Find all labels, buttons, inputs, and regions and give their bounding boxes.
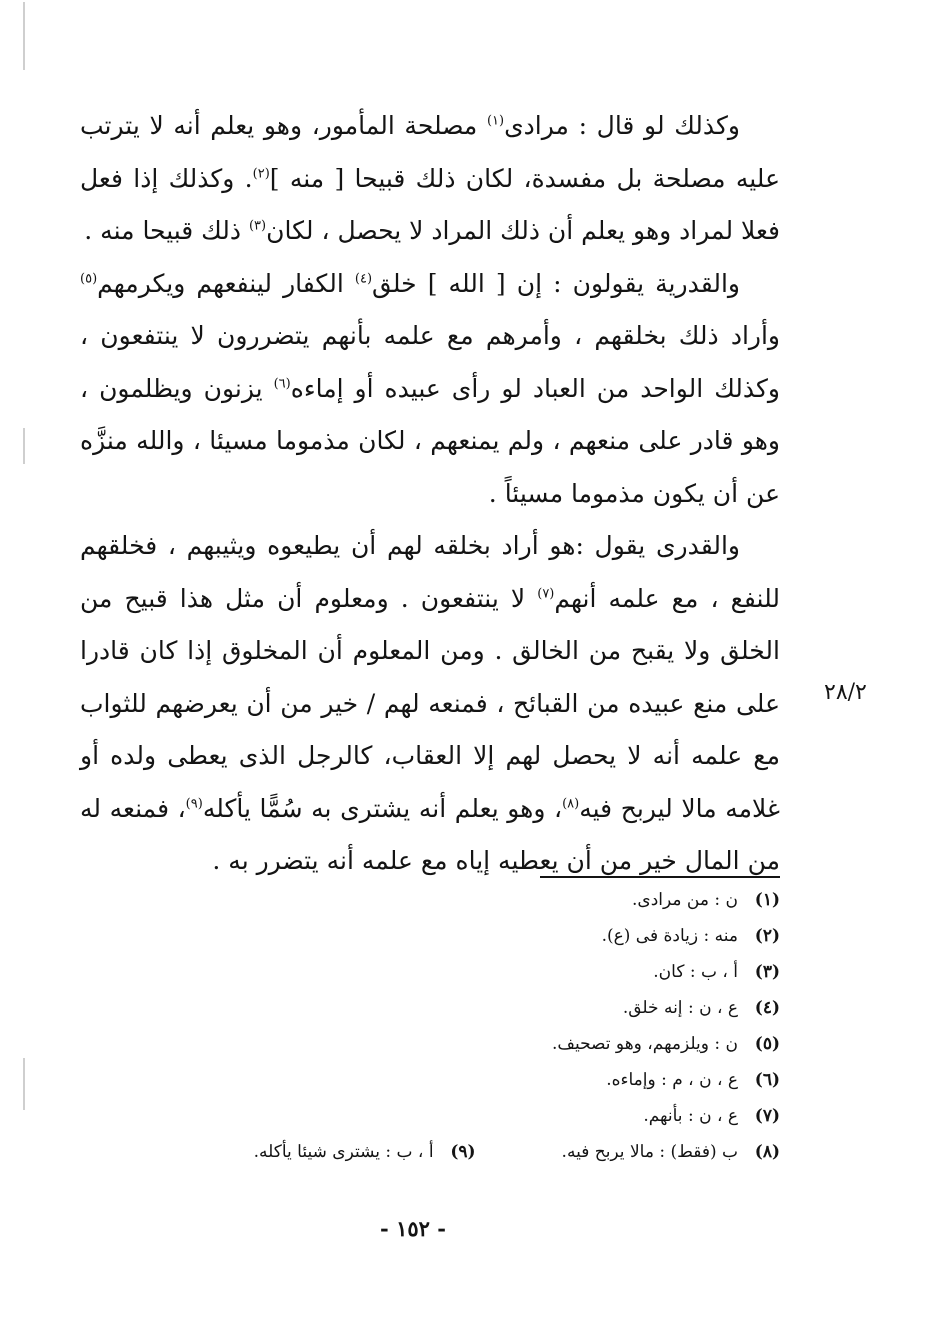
text-run: والقدرية يقولون : إن [ الله ] خلق — [372, 268, 740, 298]
footnote-text: ب (فقط) : مالا يربح فيه. — [561, 1142, 738, 1162]
footnote — [643, 1098, 780, 1134]
footnote-marker: (٥) — [80, 271, 98, 287]
footnote-marker: (٦) — [273, 376, 291, 392]
footnote-number: (٣) — [754, 962, 780, 982]
footnote — [623, 990, 780, 1026]
footnote — [552, 1026, 780, 1062]
footnote-row — [80, 954, 780, 990]
text-run: . وكذلك إذا فعل فعلا لمراد وهو يعلم أن ذلك المراد لا يحصل ، لكان — [80, 163, 780, 245]
footnote-text: ع ، ن ، م : وإماءه. — [606, 1070, 738, 1090]
footnote-marker: (٨) — [562, 796, 580, 812]
footnote-row — [80, 1098, 780, 1134]
footnote — [254, 1134, 476, 1170]
footnote-marker: (٣) — [248, 218, 267, 234]
footnote-text: أ ، ب : كان. — [653, 962, 738, 982]
text-run: وكذلك لو قال : مرادى — [504, 111, 740, 140]
footnote-text: ع ، ن : بأنهم. — [643, 1106, 738, 1126]
text-run: الكفار لينفعهم ويكرمهم — [97, 268, 355, 298]
main-text — [80, 100, 780, 888]
footnote-row — [80, 1134, 780, 1170]
paragraph — [80, 258, 780, 521]
footnote-marker: (٤) — [354, 271, 373, 287]
text-run: يزنون ويظلمون ، وهو قادر على منعهم ، ولم يمنعهم ، لكان مذموما مسيئا ، والله منزَّه عن أن يكون مذموما مسيئاً . — [80, 373, 780, 508]
text-run: ، فمنعه له من المال خير من أن يعطيه إياه مع علمه أنه يتضرر به . — [80, 793, 780, 875]
footnotes — [80, 882, 780, 1170]
paragraph — [80, 100, 780, 258]
footnote-row — [80, 882, 780, 918]
footnote-row — [80, 990, 780, 1026]
text-run: ، وهو يعلم أنه يشترى به سُمًّا يأكله — [202, 793, 563, 823]
footnote-marker: (٧) — [537, 586, 555, 602]
footnote — [632, 882, 780, 918]
footnote-row — [80, 918, 780, 954]
footnote-number: (٢) — [754, 926, 780, 946]
page-edge-mark-middle — [23, 428, 25, 464]
footnote-text: ع ، ن : إنه خلق. — [622, 998, 738, 1018]
page-number: - ١٥٢ - — [380, 1216, 446, 1241]
footnote — [562, 1134, 780, 1170]
page-edge-mark-top — [23, 2, 25, 70]
footnote-text: ن : من مرادى. — [632, 890, 738, 910]
footnote — [606, 1062, 780, 1098]
footnote-number: (٨) — [754, 1142, 780, 1162]
footnote-marker: (٢) — [252, 166, 270, 182]
footnote-number: (٦) — [754, 1070, 780, 1090]
footnote — [602, 918, 780, 954]
footnote-row — [80, 1062, 780, 1098]
margin-page-reference: ٢٨/٢ — [824, 680, 867, 705]
footnote-number: (٩) — [450, 1142, 476, 1162]
text-run: وأراد ذلك بخلقهم ، وأمرهم مع علمه بأنهم يتضررون لا ينتفعون ، وكذلك الواحد من العباد لو رأى عبيده أو إماءه — [80, 321, 781, 403]
footnote-text: أ ، ب : يشترى شيئا يأكله. — [253, 1142, 434, 1162]
footnote-marker: (٩) — [185, 796, 203, 812]
footnote-number: (١) — [754, 890, 780, 910]
page-edge-mark-bottom — [23, 1058, 25, 1110]
footnote-row — [80, 1026, 780, 1062]
footnote-marker: (١) — [486, 113, 505, 129]
footnote-separator — [540, 876, 780, 878]
footnote — [653, 954, 780, 990]
text-run: لا ينتفعون . ومعلوم أن مثل هذا قبيح من الخلق ولا يقبح من الخالق . ومن المعلوم أن المخلوق إذا كان قادرا على منع عبيده من القبائح ، فمنعه لهم / خير من أن يعرضهم للثواب مع علمه أنه لا يحصل لهم إلا العقاب، كالرجل الذى يعطى ولده أو غلامه مالا ليربح فيه — [80, 583, 780, 823]
footnote-text: منه : زيادة فى (ع). — [601, 926, 738, 946]
paragraph — [80, 520, 780, 888]
text-run: ذلك قبيحا منه . — [84, 216, 249, 245]
footnote-number: (٥) — [754, 1034, 780, 1054]
footnote-text: ن : ويلزمهم، وهو تصحيف. — [551, 1034, 738, 1054]
footnote-number: (٧) — [754, 1106, 780, 1126]
text-run: مصلحة المأمور، وهو يعلم أنه لا يترتب عليه مصلحة بل مفسدة، لكان ذلك قبيحا [ منه ] — [80, 111, 780, 193]
text-run: والقدرى يقول :هو أراد بخلقه لهم أن يطيعوه ويثيبهم ، فخلقهم للنفع ، مع علمه أنهم — [80, 531, 780, 613]
footnote-number: (٤) — [754, 998, 780, 1018]
